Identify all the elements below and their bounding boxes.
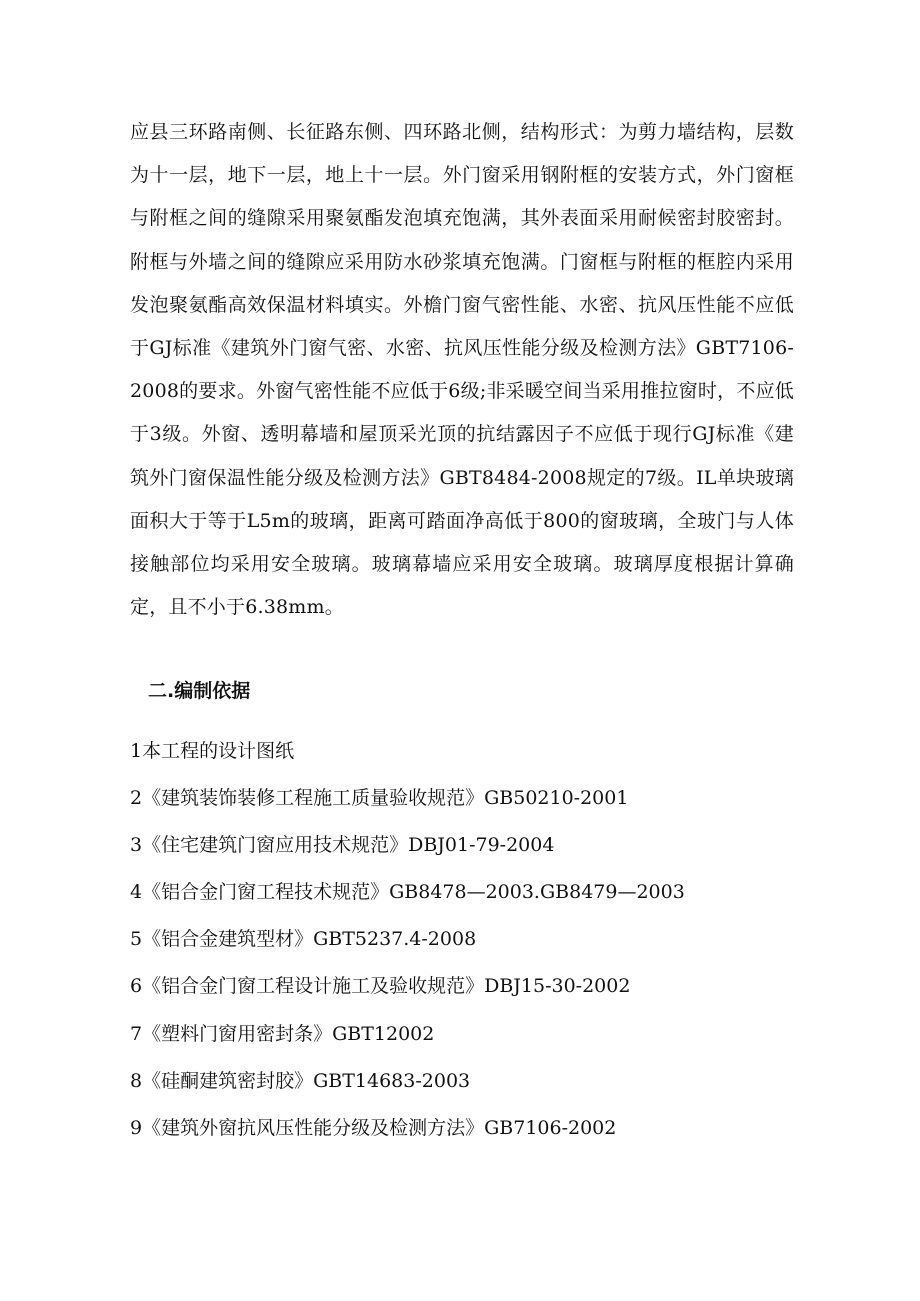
intro-paragraph: 应县三环路南侧、长征路东侧、四环路北侧，结构形式：为剪力墙结构，层数为十一层，地下一层，地上十一层。外门窗采用钢附框的安装方式，外门窗框与附框之间的缝隙采用聚氨酯发泡填充饱满，其外表面采用耐候密封胶密封。附框与外墙之间的缝隙应采用防水砂浆填充饱满。门窗框与附框的框腔内采用发泡聚氨酯高效保温材料填实。外檐门窗气密性能、水密、抗风压性能不应低于GJ标准《建筑外门窗气密、水密、抗风压性能分级及检测方法》GBT7106-2008的要求。外窗气密性能不应低于6级;非采暖空间当采用推拉窗时，不应低于3级。外窗、透明幕墙和屋顶采光顶的抗结露因子不应低于现行GJ标准《建筑外门窗保温性能分级及检测方法》GBT8484-2008规定的7级。IL单块玻璃面积大于等于L5m的玻璃，距离可踏面净高低于800的窗玻璃，全玻门与人体接触部位均采用安全玻璃。玻璃幕墙应采用安全玻璃。玻璃厚度根据计算确定，且不小于6.38mm。 (130, 121, 794, 619)
reference-item-9: 9《建筑外窗抗风压性能分级及检测方法》GB7106-2002 (130, 1116, 617, 1139)
reference-item-7: 7《塑料门窗用密封条》GBT12002 (130, 1022, 435, 1045)
reference-item-2: 2《建筑装饰装修工程施工质量验收规范》GB50210-2001 (130, 787, 629, 810)
reference-item-4: 4《铝合金门窗工程技术规范》GB8478—2003.GB8479—2003 (130, 881, 685, 904)
section-heading-basis: 二.编制依据 (148, 680, 251, 702)
reference-item-5: 5《铝合金建筑型材》GBT5237.4-2008 (130, 928, 477, 951)
reference-item-8: 8《硅酮建筑密封胶》GBT14683-2003 (130, 1069, 471, 1092)
reference-list (130, 728, 830, 1152)
reference-item-6: 6《铝合金门窗工程设计施工及验收规范》DBJ15-30-2002 (130, 975, 631, 998)
reference-item-3: 3《住宅建筑门窗应用技术规范》DBJ01-79-2004 (130, 834, 555, 857)
reference-item-1: 1本工程的设计图纸 (130, 740, 295, 762)
